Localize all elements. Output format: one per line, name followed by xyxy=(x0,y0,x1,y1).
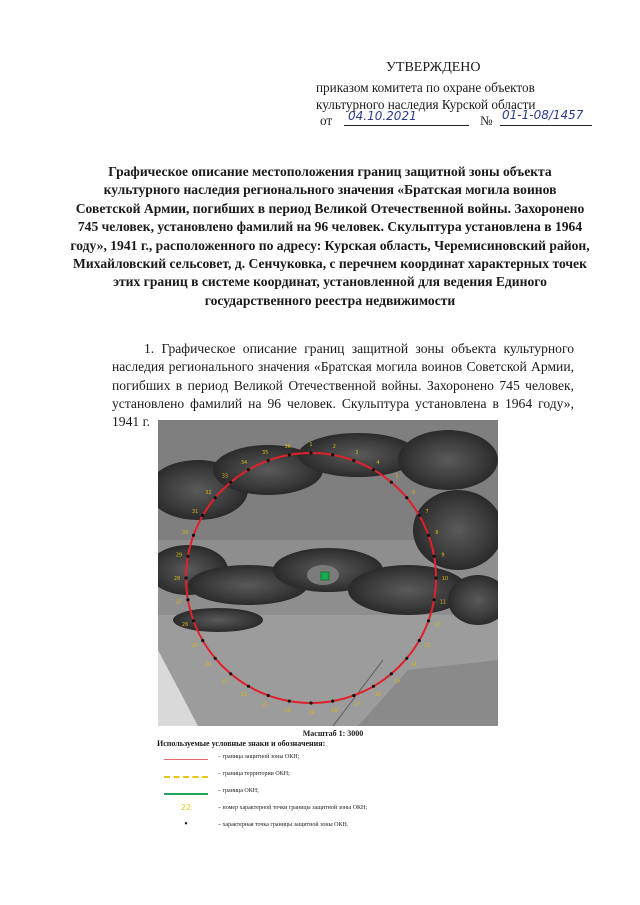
boundary-point xyxy=(247,468,250,471)
description-paragraph: 1. Графическое описание границ защитной зоны объекта культурного наследия регионального значения «Братская могила воинов Советской Армии, погибших в период Великой Отечественной войны. Захоронено 745 человек, установлено фамилий на 96 человек. Скульптура установлена в 1964 году», 1941 г. xyxy=(112,341,574,430)
boundary-point xyxy=(352,459,355,462)
boundary-point xyxy=(309,451,312,454)
legend-text: – номер характерной точки границы защитной зоны ОКН; xyxy=(218,805,367,811)
legend-title: Используемые условные знаки и обозначения: xyxy=(157,739,326,748)
legend-row-territory xyxy=(164,769,464,786)
approval-from-label: от xyxy=(320,113,333,128)
boundary-point-label: 9 xyxy=(441,552,445,559)
boundary-point xyxy=(372,468,375,471)
boundary-point xyxy=(201,639,204,642)
boundary-point-label: 27 xyxy=(175,599,183,606)
legend-row-point-number xyxy=(164,803,464,820)
approval-line-2: культурного наследия Курской области xyxy=(316,97,536,112)
boundary-point xyxy=(405,657,408,660)
boundary-point xyxy=(418,639,421,642)
boundary-point xyxy=(352,694,355,697)
boundary-point xyxy=(390,481,393,484)
yellow-dashed-line-symbol xyxy=(164,776,208,778)
legend-text: – граница ОКН; xyxy=(218,788,259,794)
boundary-point-label: 26 xyxy=(181,621,189,628)
legend-text: – характерная точка границы защитной зоны ОКН. xyxy=(218,822,349,828)
boundary-point-label: 11 xyxy=(439,599,447,606)
boundary-point xyxy=(267,459,270,462)
boundary-point-label: 25 xyxy=(191,643,199,649)
boundary-point xyxy=(427,534,430,537)
boundary-point xyxy=(267,694,270,697)
approval-title: УТВЕРЖДЕНО xyxy=(386,60,481,75)
boundary-point xyxy=(331,453,334,456)
boundary-point-label: 20 xyxy=(284,708,291,714)
boundary-point xyxy=(201,514,204,517)
boundary-point-label: 17 xyxy=(353,701,360,708)
boundary-point xyxy=(405,496,408,499)
boundary-point xyxy=(434,576,437,579)
boundary-point-label: 33 xyxy=(221,473,229,480)
boundary-point-label: 1 xyxy=(309,442,313,448)
boundary-point xyxy=(309,701,312,704)
boundary-point-label: 35 xyxy=(262,450,269,457)
approval-line-1: приказом комитета по охране объектов xyxy=(316,80,535,95)
approval-number-sign: № xyxy=(480,113,493,128)
legend xyxy=(164,752,464,837)
boundary-point xyxy=(214,657,217,660)
boundary-point xyxy=(390,672,393,675)
legend-text: – граница защитной зоны ОКН; xyxy=(218,754,300,760)
boundary-point-label: 8 xyxy=(435,530,439,537)
boundary-point xyxy=(427,619,430,622)
boundary-point xyxy=(433,598,436,601)
boundary-point xyxy=(247,685,250,688)
boundary-point-label: 13 xyxy=(423,643,431,649)
boundary-point-label: 6 xyxy=(412,489,416,496)
boundary-point xyxy=(186,555,189,558)
aerial-map xyxy=(158,420,498,726)
boundary-point-label: 4 xyxy=(376,460,380,466)
boundary-point-label: 5 xyxy=(395,473,399,480)
red-line-symbol xyxy=(164,759,208,760)
boundary-point-label: 30 xyxy=(181,530,189,537)
boundary-point xyxy=(418,514,421,517)
boundary-point-label: 18 xyxy=(331,708,338,714)
boundary-point xyxy=(229,672,232,675)
map-scale: Масштаб 1: 3000 xyxy=(302,729,364,738)
green-line-symbol xyxy=(164,793,208,795)
boundary-point-label: 16 xyxy=(374,692,382,698)
boundary-point-label: 24 xyxy=(205,662,212,669)
boundary-point xyxy=(192,619,195,622)
document-title: Графическое описание местоположения границ защитной зоны объекта культурного наследия регионального значения «Братская могила воинов Советской Армии, погибших в период Великой Отечественной войны. Захоронено 745 человек, установлено фамилий на 96 человек. Скульптура установлена в 1964 году», 1941 г., расположенного по адресу: Курская область, Черемисиновский район, Михайловский сельсовет, д. Сенчуковка, с перечнем координат характерных точек этих границ в системе координат, установленной для ведения Единого государственного реестра недвижимости xyxy=(70,164,590,308)
boundary-point-label: 29 xyxy=(175,552,183,559)
boundary-point-label: 19 xyxy=(307,710,315,716)
map-figure xyxy=(158,420,498,726)
point-dot-symbol: • xyxy=(184,819,188,830)
boundary-point-label: 32 xyxy=(205,489,212,496)
legend-row-point xyxy=(164,820,464,837)
boundary-point-label: 12 xyxy=(433,621,441,628)
boundary-point xyxy=(214,496,217,499)
boundary-point xyxy=(229,481,232,484)
boundary-point xyxy=(433,555,436,558)
boundary-point-label: 3 xyxy=(355,450,359,457)
boundary-point xyxy=(186,598,189,601)
boundary-point-label: 23 xyxy=(221,678,229,685)
boundary-point xyxy=(192,534,195,537)
boundary-point xyxy=(331,700,334,703)
boundary-point xyxy=(372,685,375,688)
boundary-point-label: 22 xyxy=(240,692,248,698)
legend-row-protection-zone xyxy=(164,752,464,769)
boundary-point xyxy=(288,700,291,703)
boundary-point-label: 31 xyxy=(191,509,199,515)
approval-number: 01-1-08/1457 xyxy=(502,108,584,122)
boundary-point-label: 28 xyxy=(173,576,181,582)
boundary-point-label: 10 xyxy=(441,576,449,582)
boundary-point-label: 2 xyxy=(332,444,336,450)
boundary-point-label: 34 xyxy=(240,460,248,466)
boundary-point xyxy=(288,453,291,456)
boundary-point-label: 21 xyxy=(262,701,269,708)
boundary-point-label: 36 xyxy=(284,444,291,450)
point-number-symbol: 22 xyxy=(180,803,192,812)
legend-row-okn-boundary xyxy=(164,786,464,803)
approval-number-field xyxy=(500,108,592,126)
approval-date-field xyxy=(344,111,469,126)
boundary-point-label: 15 xyxy=(393,678,401,685)
approval-date: 04.10.2021 xyxy=(348,109,417,123)
boundary-point-label: 7 xyxy=(425,509,429,515)
legend-text: – граница территории ОКН; xyxy=(218,771,290,777)
boundary-point-label: 14 xyxy=(410,662,417,669)
boundary-point xyxy=(184,576,187,579)
